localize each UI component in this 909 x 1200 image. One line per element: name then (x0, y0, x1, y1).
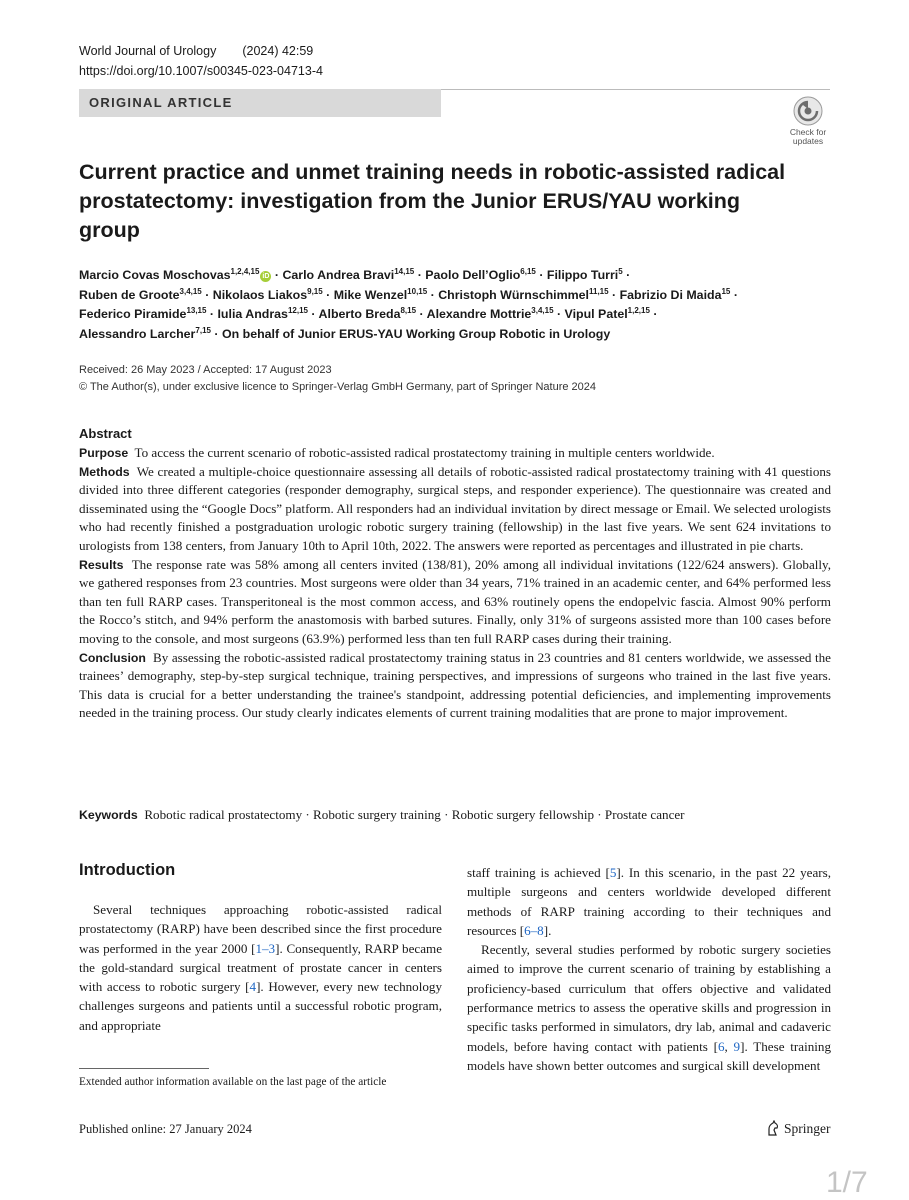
author-name: Alberto Breda (318, 307, 401, 321)
results-label: Results (79, 557, 124, 572)
author-name: Paolo Dell’Oglio (425, 268, 521, 282)
footnote-rule (79, 1068, 209, 1069)
author-affiliation: 10,15 (407, 286, 428, 296)
abstract-conclusion (79, 649, 831, 723)
orcid-icon[interactable]: iD (262, 273, 270, 280)
abstract-methods (79, 463, 831, 556)
conclusion-text: By assessing the robotic-assisted radical prostatectomy training status in 23 countries and 81 centers worldwide, we assessed the trainees’ demography, step-by-step surgical technique, training perspectives, and impressions of surgeons who trained in the last five years. This data is crucial for a better understanding the trainee's standpoint, addressing potential deficiencies, and implementing improvements needed in the training process. Our study clearly indicates elements of current training modalities that are prone to major improvement. (79, 649, 831, 721)
keywords-label: Keywords (79, 808, 138, 822)
author-list: Marcio Covas Moschovas$^{1,2,4,15}$iD · Carlo Andrea Bravi$^{14,15}$ · Paolo Dell’Oglio$^{6,15}$ · Filippo Turri$^5$ · Ruben de Groote$^{3,4,15}$ · Nikolaos Liakos$^{9,15}$ · Mike Wenzel$^{10,15}$ · Christoph Würnschimmel$^{11,15}$ · Fabrizio Di Maida$^{15}$ · Federico Piramide$^{13,15}$ · Iulia Andras$^{12,15}$ · Alberto Breda$^{8,15}$ · Alexandre Mottrie$^{3,4,15}$ · Vipul Patel$^{1,2,15}$ · Alessandro Larcher$^{7,15}$ · On behalf of Junior ERUS-YAU Working Group Robotic in Urology (79, 266, 738, 341)
article-dates (79, 362, 596, 395)
author-name: Alexandre Mottrie (426, 307, 532, 321)
author-affiliation: 15 (721, 286, 731, 296)
received-accepted-dates: Received: 26 May 2023 / Accepted: 17 August 2023 (79, 364, 332, 376)
author-affiliation: 1,2,15 (627, 305, 650, 315)
introduction-heading: Introduction (79, 861, 176, 879)
intro-paragraph: Recently, several studies performed by robotic surgery societies aimed to improve the current scenario of training by establishing a proficiency-based curriculum that offers objective and validated performance metrics to assess the operative skills and progression in specific tasks performed in simulators, dry lab, animal and cadaveric models, before having contact with patients [6, 9]. These training models have shown better outcomes and surgical skill development (467, 942, 832, 1073)
author-name: Christoph Würnschimmel (438, 287, 589, 302)
journal-header (79, 44, 313, 58)
intro-paragraph: staff training is achieved [5]. In this scenario, in the past 22 years, multiple surgeons and centers worldwide developed different methods of RARP training according to their techniques and resources [6–8]. (467, 865, 831, 938)
methods-label: Methods (79, 464, 130, 479)
author-affiliation: 9,15 (307, 286, 323, 296)
article-title: Current practice and unmet training needs in robotic-assisted radical prostatectomy: investigation from the Junior ERUS/YAU working group (79, 160, 786, 242)
author-name: Marcio Covas Moschovas (79, 268, 231, 282)
author-affiliation: 8,15 (400, 305, 417, 315)
citation-link[interactable]: 6 (717, 1038, 725, 1054)
author-name: Mike Wenzel (333, 287, 408, 302)
header-rule (441, 89, 830, 90)
author-name: Federico Piramide (79, 307, 187, 321)
abstract-purpose (79, 444, 831, 463)
purpose-text: To access the current scenario of robotic-assisted radical prostatectomy training in multiple centers worldwide. (134, 445, 715, 460)
author-affiliation: 14,15 (394, 266, 415, 276)
published-date: Published online: 27 January 2024 (79, 1122, 252, 1136)
check-updates-label-2: updates (792, 136, 824, 146)
journal-volume: (2024) 42:59 (242, 44, 314, 58)
author-name: Ruben de Groote (79, 287, 180, 302)
author-name: Carlo Andrea Bravi (282, 268, 395, 282)
keywords-text: Robotic radical prostatectomy · Robotic surgery training · Robotic surgery fellowship · Prostate cancer (144, 807, 685, 822)
citation-link[interactable]: 1–3 (255, 940, 276, 956)
author-name: Filippo Turri (546, 268, 619, 282)
author-name: Vipul Patel (564, 307, 628, 321)
abstract-results (79, 556, 831, 649)
page-indicator: 1/7 (826, 1166, 868, 1199)
author-name: Iulia Andras (217, 307, 288, 321)
author-affiliation: 6,15 (520, 266, 536, 276)
copyright-notice: © The Author(s), under exclusive licence to Springer-Verlag GmbH Germany, part of Springer Nature 2024 (79, 380, 596, 393)
citation-link[interactable]: 5 (609, 865, 617, 880)
citation-link[interactable]: 9 (733, 1038, 741, 1054)
author-name: Fabrizio Di Maida (619, 287, 722, 302)
citation-link[interactable]: 6–8 (524, 922, 544, 938)
abstract-heading: Abstract (79, 426, 132, 441)
intro-paragraph: Several techniques approaching robotic-assisted radical prostatectomy (RARP) have been described since the first procedure was performed in the year 2000 [1–3]. Consequently, RARP became the gold-standard surgical treatment of prostate cancer in centers with access to robotic surgery [4]. However, every new technology challenges surgeons and patients until a successful robotic program, and appropriate (79, 902, 443, 1033)
journal-name: World Journal of Urology (79, 44, 217, 58)
publisher-logo (766, 1120, 831, 1137)
author-affiliation: 1,2,4,15 (230, 266, 260, 276)
author-affiliation: 13,15 (186, 305, 207, 315)
methods-text: We created a multiple-choice questionnaire assessing all details of robotic-assisted radical prostatectomy training with 41 questions divided into three different categories (responder demography, surgical steps, and responder experience). The questionnaire was created and disseminated using the “Google Docs” platform. All responders had an individual invitation by direct message or Email. We selected urologists who had recently finished a postgraduation urologic robotic surgery training (fellowship) in the last five years. We sent 624 invitations to urologists from 138 centers, from January 10th to April 10th, 2022. The answers were reported as percentages and illustrated in pie charts. (79, 463, 832, 553)
purpose-label: Purpose (79, 446, 129, 460)
author-affiliation: 11,15 (588, 286, 609, 296)
citation-link[interactable]: 4 (249, 979, 257, 995)
keywords (79, 806, 831, 824)
author-affiliation: 5 (618, 266, 623, 276)
author-affiliation: 3,4,15 (531, 305, 554, 315)
conclusion-label: Conclusion (79, 650, 146, 665)
check-updates-label-1: Check for (789, 127, 827, 137)
doi-link[interactable]: https://doi.org/10.1007/s00345-023-04713-4 (79, 64, 323, 78)
author-name: Alessandro Larcher (79, 326, 196, 341)
author-affiliation: 12,15 (287, 305, 308, 315)
author-name: Nikolaos Liakos (212, 287, 308, 302)
author-affiliation: 7,15 (195, 325, 211, 335)
results-text: The response rate was 58% among all centers invited (138/81), 20% among all individual invitations (122/624 answers). Globally, we gathered responses from 23 countries. Most surgeons were older than 34 years, 71% trained in an academic center, and 64% performed less than ten full RARP cases. Transperitoneal is the most common access, and 63% routinely opens the endopelvic fascia. Almost 90% perform the Rocco’s stitch, and 94% perform the anastomosis with barbed sutures. Finally, only 31% of surgeons assisted more than 100 cases before moving to the console, and most surgeons (63.9%) performed less than ten full RARP cases during their training. (79, 556, 832, 646)
article-type-banner: ORIGINAL ARTICLE (79, 89, 441, 117)
check-updates-icon (793, 96, 823, 126)
check-for-updates-badge[interactable] (785, 96, 831, 146)
intro-column-left (79, 900, 442, 1035)
springer-horse-icon (766, 1120, 780, 1136)
abstract-section (79, 426, 831, 723)
intro-column-right (467, 863, 831, 1075)
footnote: Extended author information available on the last page of the article (79, 1076, 387, 1088)
author-affiliation: 3,4,15 (179, 286, 202, 296)
publisher-name: Springer (784, 1121, 831, 1136)
working-group-name: On behalf of Junior ERUS-YAU Working Group Robotic in Urology (221, 326, 611, 341)
